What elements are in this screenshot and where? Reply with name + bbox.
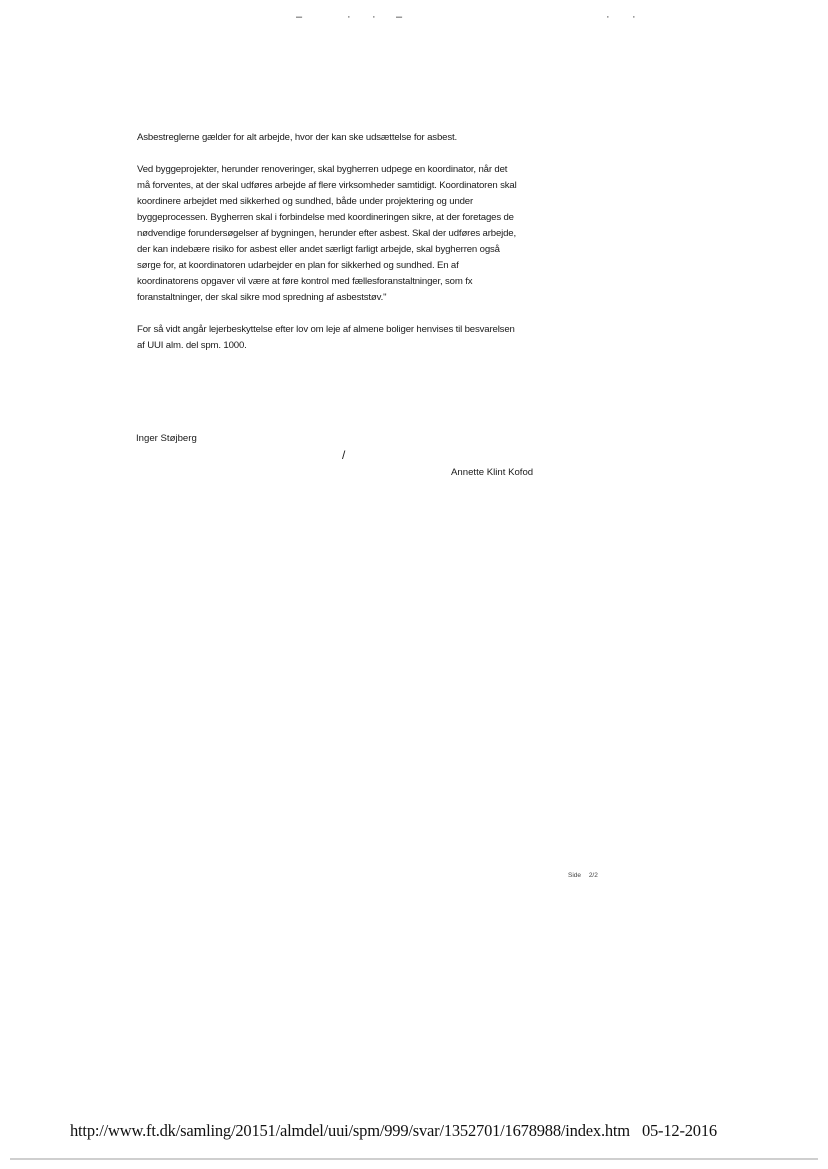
signature-official: Annette Klint Kofod — [451, 467, 534, 478]
paragraph-coordinator: Ved byggeprojekter, herunder renoveringer, skal bygherren udpege en koordinator, når det må forventes, at der skal udføres arbejde af flere virksomheder samtidigt. Koordinatoren skal koordinere arbejdet med sikkerhed og sundhed, både under projektering og under byggeprocessen. Bygherren skal i forbindelse med koordineringen sikre, at der foretages de nødvendige forundersøgelser af bygningen, herunder efter asbest. Skal der udføres arbejde, der kan indebære risiko for asbest eller andet særligt farligt arbejde, skal bygherren også sørge for, at koordinatoren udarbejder en plan for sikkerhed og sundhed. En af koordinatorens opgaver vil være at føre kontrol med fællesforanstaltninger, som fx foranstaltninger, der skal sikre mod spredning af asbeststøv." — [137, 164, 517, 303]
scan-mark: · — [372, 11, 376, 23]
scan-mark: · — [347, 11, 351, 23]
scan-mark: · — [606, 11, 610, 23]
footer-date: 05-12-2016 — [641, 1121, 717, 1140]
paragraph-scope: Asbestreglerne gælder for alt arbejde, hvor der kan ske udsættelse for asbest. — [137, 132, 457, 143]
letter-body — [137, 130, 517, 370]
scan-mark: – — [396, 11, 403, 23]
print-footer — [70, 1121, 760, 1141]
footer-url: http://www.ft.dk/samling/20151/almdel/uui/spm/999/svar/1352701/1678988/index.htm — [70, 1121, 630, 1140]
scan-artifact-marks — [0, 10, 828, 24]
signature-separator: / — [342, 448, 346, 462]
signature-minister: Inger Støjberg — [136, 433, 197, 444]
paragraph-tenant-protection: For så vidt angår lejerbeskyttelse efter lov om leje af almene boliger henvises til besvarelsen af UUI alm. del spm. 1000. — [137, 324, 515, 351]
bottom-divider — [10, 1158, 818, 1160]
scan-mark: – — [296, 11, 303, 23]
scan-mark: · — [632, 11, 636, 23]
page-number: Side 2/2 — [568, 872, 598, 879]
